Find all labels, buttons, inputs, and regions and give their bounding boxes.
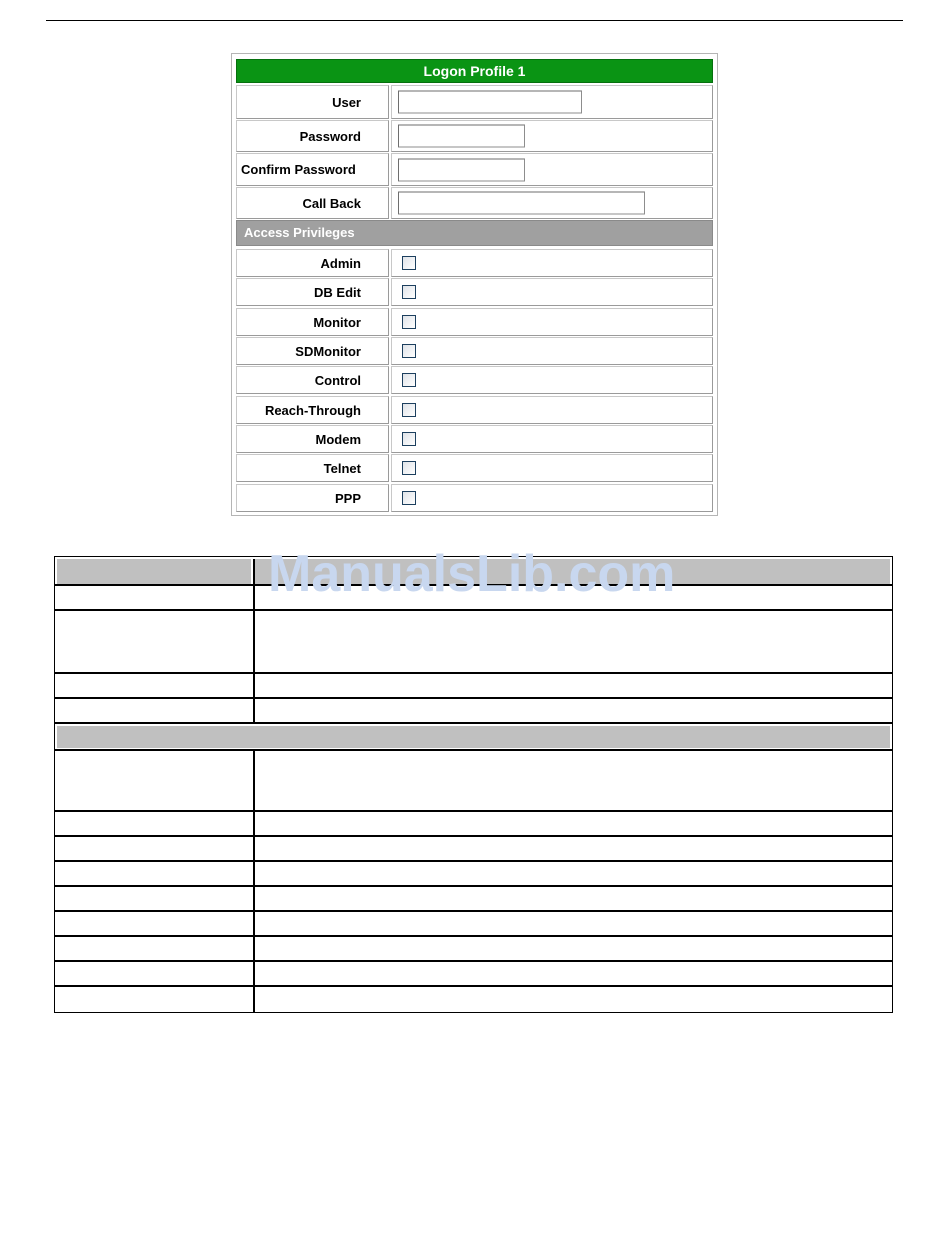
ppp-checkbox[interactable] [402, 491, 416, 505]
table-row [55, 960, 892, 985]
privilege-row-admin [236, 249, 713, 277]
admin-checkbox[interactable] [402, 256, 416, 270]
admin-label: Admin [320, 255, 361, 271]
password-row [236, 120, 713, 152]
monitor-checkbox[interactable] [402, 315, 416, 329]
watermark: ManualsLib.com [268, 545, 676, 603]
user-row [236, 85, 713, 119]
privilege-row-modem [236, 425, 713, 453]
privilege-row-monitor [236, 308, 713, 336]
monitor-label: Monitor [313, 314, 361, 330]
password-input[interactable] [398, 125, 525, 148]
table-row [55, 697, 892, 722]
user-label: User [332, 94, 361, 110]
table-row [55, 835, 892, 860]
table-row [55, 672, 892, 697]
privilege-row-sdmonitor [236, 337, 713, 365]
db-edit-checkbox[interactable] [402, 285, 416, 299]
privilege-row-db-edit [236, 278, 713, 306]
table-row [55, 860, 892, 885]
table-row [55, 749, 892, 810]
table-row [55, 810, 892, 835]
telnet-label: Telnet [323, 460, 361, 476]
db-edit-label: DB Edit [314, 284, 361, 300]
control-checkbox[interactable] [402, 373, 416, 387]
call-back-label: Call Back [302, 195, 361, 211]
table-section-row [55, 722, 892, 749]
control-label: Control [314, 372, 361, 388]
privilege-row-control [236, 366, 713, 394]
telnet-checkbox[interactable] [402, 461, 416, 475]
confirm-password-input[interactable] [398, 158, 525, 181]
privilege-row-telnet [236, 454, 713, 482]
confirm-password-row [236, 153, 713, 186]
table-row [55, 910, 892, 935]
modem-checkbox[interactable] [402, 432, 416, 446]
table-row [55, 985, 892, 1012]
privilege-row-ppp [236, 484, 713, 512]
table-row [55, 609, 892, 672]
call-back-row [236, 187, 713, 219]
table-row [55, 935, 892, 960]
access-privileges-header: Access Privileges [236, 220, 713, 246]
ppp-label: PPP [334, 490, 361, 506]
user-input[interactable] [398, 91, 582, 114]
modem-label: Modem [315, 431, 361, 447]
logon-profile-panel [231, 53, 718, 516]
field-description-table [54, 556, 893, 1013]
table-row [55, 885, 892, 910]
password-label: Password [299, 128, 361, 144]
call-back-input[interactable] [398, 192, 645, 215]
sdmonitor-checkbox[interactable] [402, 344, 416, 358]
confirm-password-label: Confirm Password [241, 162, 356, 177]
top-rule [46, 20, 903, 21]
reach-through-label: Reach-Through [264, 402, 361, 418]
privilege-row-reach-through [236, 396, 713, 424]
panel-title: Logon Profile 1 [236, 59, 713, 83]
reach-through-checkbox[interactable] [402, 403, 416, 417]
sdmonitor-label: SDMonitor [295, 343, 361, 359]
